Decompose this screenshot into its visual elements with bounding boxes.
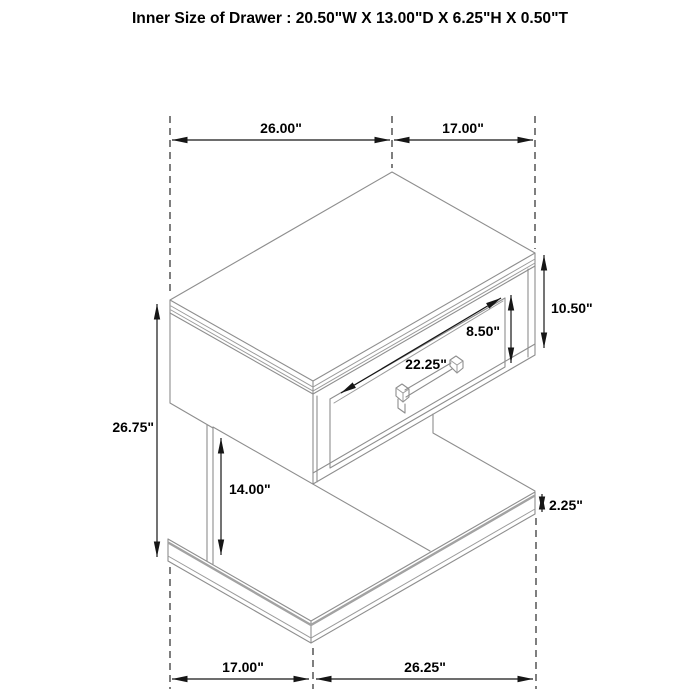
dim-label-base-thickness: 2.25"	[549, 497, 583, 513]
nightstand-top	[170, 172, 535, 394]
dim-overall-height	[112, 304, 157, 557]
dim-label-base-width: 26.25"	[404, 659, 446, 675]
dim-base-width	[316, 659, 533, 679]
dimension-annotations	[112, 120, 592, 679]
dim-label-shelf-clearance: 14.00"	[229, 481, 271, 497]
dim-label-overall-height: 26.75"	[112, 419, 154, 435]
nightstand-line-drawing	[168, 172, 535, 643]
base-platform	[168, 414, 535, 643]
dim-drawer-width	[341, 298, 501, 393]
dim-base-thickness	[542, 494, 583, 513]
extension-lines	[170, 116, 536, 689]
dim-top-width	[172, 120, 390, 140]
drawer-cabinet	[170, 266, 535, 484]
dim-cabinet-height	[544, 255, 593, 348]
dim-label-base-depth: 17.00"	[222, 659, 264, 675]
dim-label-cabinet-height: 10.50"	[551, 300, 593, 316]
dim-label-top-depth: 17.00"	[442, 120, 484, 136]
diagram-title: Inner Size of Drawer : 20.50"W X 13.00"D X 6.25"H X 0.50"T	[131, 10, 569, 27]
dim-top-depth	[394, 120, 533, 140]
dim-base-depth	[172, 659, 309, 679]
dim-label-drawer-width: 22.25"	[405, 356, 447, 372]
dim-label-drawer-height: 8.50"	[466, 323, 500, 339]
dim-label-top-width: 26.00"	[260, 120, 302, 136]
